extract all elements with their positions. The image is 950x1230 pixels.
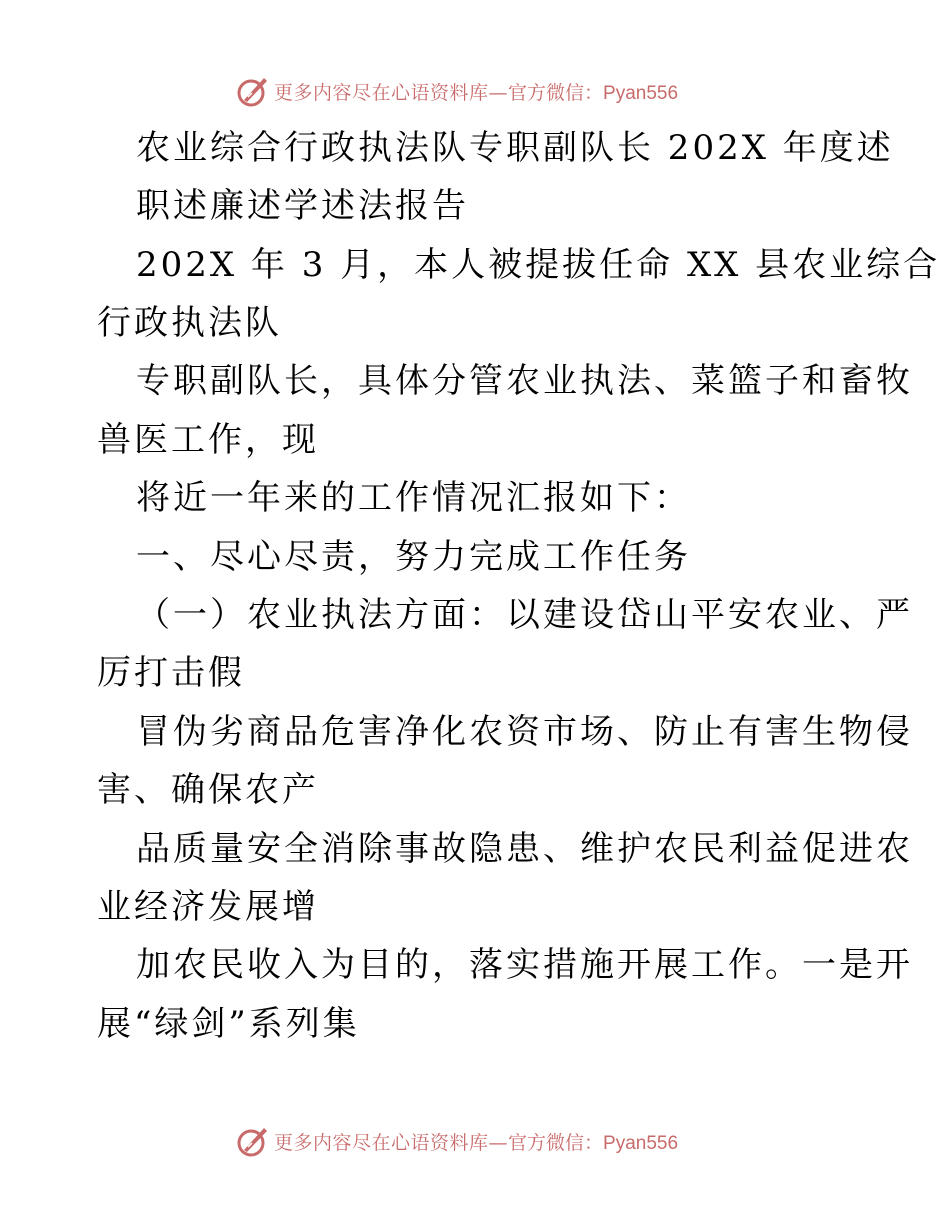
- document-title-line-2: 职述廉述学述法报告: [136, 186, 469, 226]
- body-line: 将近一年来的工作情况汇报如下：: [136, 478, 691, 518]
- body-line: 专职副队长，具体分管农业执法、菜篮子和畜牧: [136, 361, 913, 401]
- watermark-contact: 官方微信：Pyan556: [508, 1132, 679, 1154]
- document-title-line-1: 农业综合行政执法队专职副队长 202X 年度述: [136, 128, 894, 168]
- body-line: 兽医工作，现: [97, 420, 319, 460]
- body-line: 品质量安全消除事故隐患、维护农民利益促进农: [136, 829, 913, 869]
- header-watermark: [236, 74, 678, 108]
- watermark-contact: 官方微信：Pyan556: [508, 82, 679, 104]
- footer-watermark: [236, 1124, 678, 1158]
- body-line: 行政执法队: [97, 303, 282, 343]
- body-line: 业经济发展增: [97, 887, 319, 927]
- quill-circle-icon: [236, 74, 270, 108]
- quill-circle-icon: [236, 1124, 270, 1158]
- body-line: 厉打击假: [97, 653, 245, 693]
- body-line: 展“绿剑”系列集: [97, 1004, 360, 1044]
- body-line: 害、确保农产: [97, 770, 319, 810]
- watermark-text: 更多内容尽在心语资料库—: [274, 81, 509, 104]
- body-line: 202X 年 3 月，本人被提拔任命 XX 县农业综合: [136, 245, 941, 285]
- section-heading: 一、尽心尽责，努力完成工作任务: [136, 537, 691, 577]
- body-line: 加农民收入为目的，落实措施开展工作。一是开: [136, 945, 913, 985]
- watermark-text: 更多内容尽在心语资料库—: [274, 1131, 509, 1154]
- body-line: （一）农业执法方面：以建设岱山平安农业、严: [136, 595, 913, 635]
- body-line: 冒伪劣商品危害净化农资市场、防止有害生物侵: [136, 712, 913, 752]
